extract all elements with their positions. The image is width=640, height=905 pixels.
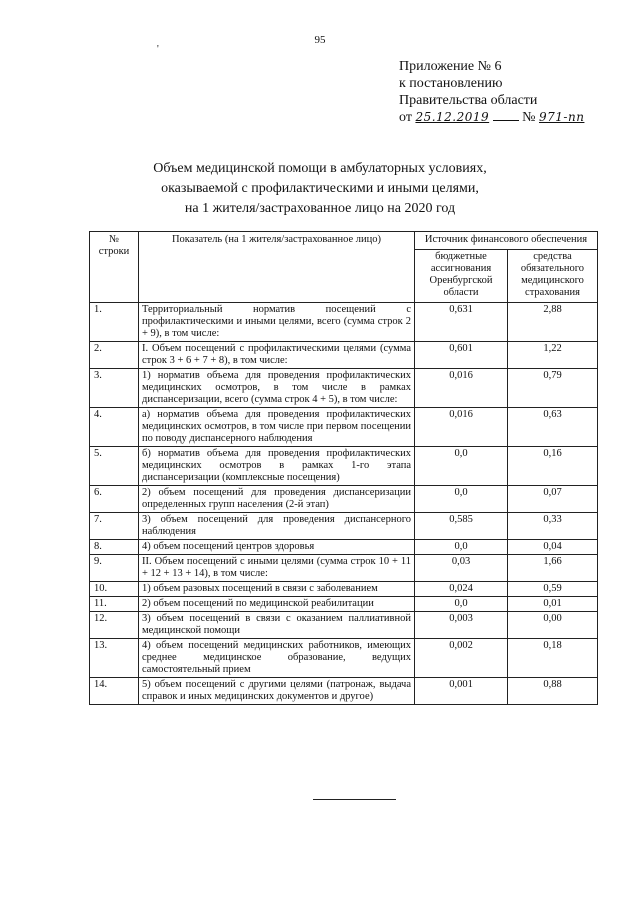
insurance-value-cell: 0,88 <box>508 678 598 705</box>
table-row <box>90 555 598 582</box>
date-prefix: от <box>399 110 412 125</box>
insurance-value-cell: 0,00 <box>508 612 598 639</box>
indicator-cell: Территориальный норматив посещений с профилактическими и иными целями, всего (сумма строк 2 + 9), в том числе: <box>139 303 415 342</box>
appendix-block <box>399 58 629 126</box>
table-row <box>90 408 598 447</box>
appendix-line-1: Приложение № 6 <box>399 59 502 74</box>
insurance-value-cell: 1,22 <box>508 342 598 369</box>
header-budget: бюджетные ассигнования Оренбургской области <box>415 250 508 303</box>
insurance-value-cell: 0,18 <box>508 639 598 678</box>
page-number: 95 <box>314 34 326 46</box>
indicator-cell: 3) объем посещений для проведения диспансерного наблюдения <box>139 513 415 540</box>
row-number-cell: 10. <box>90 582 139 597</box>
budget-value-cell: 0,03 <box>415 555 508 582</box>
decree-date: 25.12.2019 <box>415 110 490 124</box>
row-number-cell: 6. <box>90 486 139 513</box>
table-row <box>90 303 598 342</box>
indicator-cell: II. Объем посещений с иными целями (сумма строк 10 + 11 + 12 + 13 + 14), в том числе: <box>139 555 415 582</box>
number-prefix: № <box>522 110 536 125</box>
table-row <box>90 597 598 612</box>
table-row <box>90 612 598 639</box>
budget-value-cell: 0,001 <box>415 678 508 705</box>
budget-value-cell: 0,0 <box>415 597 508 612</box>
decree-number: 971-пп <box>539 110 585 124</box>
budget-value-cell: 0,631 <box>415 303 508 342</box>
appendix-date-line <box>399 109 629 126</box>
indicator-cell: а) норматив объема для проведения профилактических медицинских осмотров, в том числе при первом посещении по поводу диспансерного наблюдения <box>139 408 415 447</box>
header-funding-source: Источник финансового обеспечения <box>415 232 598 250</box>
header-indicator: Показатель (на 1 жителя/застрахованное лицо) <box>139 232 415 303</box>
row-number-cell: 4. <box>90 408 139 447</box>
budget-value-cell: 0,016 <box>415 408 508 447</box>
table-row <box>90 447 598 486</box>
table-row <box>90 678 598 705</box>
table-row <box>90 582 598 597</box>
budget-value-cell: 0,024 <box>415 582 508 597</box>
header-insurance: средства обязательного медицинского страхования <box>508 250 598 303</box>
indicator-cell: б) норматив объема для проведения профилактических медицинских осмотров в рамках 1-го этапа диспансеризации (комплексные посещения) <box>139 447 415 486</box>
row-number-cell: 1. <box>90 303 139 342</box>
title-line-2: оказываемой с профилактическими и иными целями, <box>161 181 479 196</box>
table-row <box>90 513 598 540</box>
indicator-cell: 4) объем посещений медицинских работников, имеющих среднее медицинское образование, ведущих самостоятельный прием <box>139 639 415 678</box>
indicator-cell: I. Объем посещений с профилактическими целями (сумма строк 3 + 6 + 7 + 8), в том числе: <box>139 342 415 369</box>
footer-rule <box>313 799 396 800</box>
volume-table-container <box>89 231 597 705</box>
budget-value-cell: 0,0 <box>415 447 508 486</box>
budget-value-cell: 0,0 <box>415 540 508 555</box>
row-number-cell: 11. <box>90 597 139 612</box>
budget-value-cell: 0,0 <box>415 486 508 513</box>
volume-table <box>89 231 598 705</box>
insurance-value-cell: 2,88 <box>508 303 598 342</box>
budget-value-cell: 0,003 <box>415 612 508 639</box>
insurance-value-cell: 0,33 <box>508 513 598 540</box>
budget-value-cell: 0,002 <box>415 639 508 678</box>
indicator-cell: 3) объем посещений в связи с оказанием паллиативной медицинской помощи <box>139 612 415 639</box>
row-number-cell: 14. <box>90 678 139 705</box>
row-number-cell: 9. <box>90 555 139 582</box>
insurance-value-cell: 1,66 <box>508 555 598 582</box>
row-number-cell: 2. <box>90 342 139 369</box>
table-row <box>90 342 598 369</box>
indicator-cell: 5) объем посещений с другими целями (патронаж, выдача справок и иных медицинских документов и другое) <box>139 678 415 705</box>
insurance-value-cell: 0,79 <box>508 369 598 408</box>
title-line-1: Объем медицинской помощи в амбулаторных условиях, <box>153 161 487 176</box>
table-row <box>90 369 598 408</box>
indicator-cell: 4) объем посещений центров здоровья <box>139 540 415 555</box>
document-title <box>100 159 540 219</box>
row-number-cell: 12. <box>90 612 139 639</box>
row-number-cell: 13. <box>90 639 139 678</box>
table-row <box>90 486 598 513</box>
row-number-cell: 7. <box>90 513 139 540</box>
table-row <box>90 639 598 678</box>
budget-value-cell: 0,585 <box>415 513 508 540</box>
insurance-value-cell: 0,16 <box>508 447 598 486</box>
insurance-value-cell: 0,63 <box>508 408 598 447</box>
row-number-cell: 5. <box>90 447 139 486</box>
indicator-cell: 2) объем посещений для проведения диспансеризации определенных групп населения (2-й этап) <box>139 486 415 513</box>
appendix-line-2: к постановлению <box>399 76 503 91</box>
budget-value-cell: 0,601 <box>415 342 508 369</box>
budget-value-cell: 0,016 <box>415 369 508 408</box>
insurance-value-cell: 0,04 <box>508 540 598 555</box>
table-row <box>90 540 598 555</box>
row-number-cell: 3. <box>90 369 139 408</box>
insurance-value-cell: 0,59 <box>508 582 598 597</box>
header-row-number: № строки <box>90 232 139 303</box>
row-number-cell: 8. <box>90 540 139 555</box>
indicator-cell: 1) объем разовых посещений в связи с заболеванием <box>139 582 415 597</box>
indicator-cell: 1) норматив объема для проведения профилактических медицинских осмотров, в том числе в рамках диспансеризации, всего (сумма строк 4 + 5), в том числе: <box>139 369 415 408</box>
insurance-value-cell: 0,07 <box>508 486 598 513</box>
title-line-3: на 1 жителя/застрахованное лицо на 2020 год <box>184 201 456 216</box>
stray-mark: ' <box>157 44 159 55</box>
appendix-line-3: Правительства области <box>399 93 538 108</box>
table-body <box>90 303 598 705</box>
insurance-value-cell: 0,01 <box>508 597 598 612</box>
indicator-cell: 2) объем посещений по медицинской реабилитации <box>139 597 415 612</box>
